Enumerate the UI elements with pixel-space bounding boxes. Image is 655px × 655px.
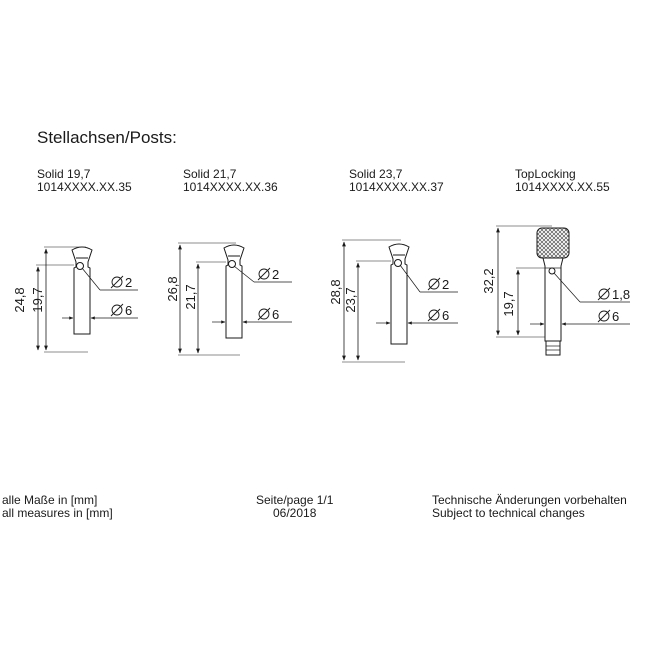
post-body (543, 258, 563, 341)
dim-hole-text: 2 (125, 275, 133, 290)
dim-total-text: 32,2 (481, 268, 496, 294)
dim-diameter-text: 6 (272, 307, 280, 322)
post-code: 1014XXXX.XX.35 (37, 180, 132, 194)
diameter-symbol-icon (428, 309, 440, 321)
units-en: all measures in [mm] (2, 505, 113, 520)
dim-total-text: 24,8 (12, 287, 27, 313)
dim-hole-text: 2 (442, 277, 450, 292)
post-name: TopLocking (515, 167, 576, 181)
diameter-symbol-icon (111, 304, 123, 316)
diameter-symbol-icon (598, 288, 610, 300)
post-code: 1014XXXX.XX.37 (349, 180, 444, 194)
knurled-head (537, 228, 569, 258)
changes-de: Technische Änderungen vorbehalten (432, 493, 627, 507)
post-drawing-toplocking (496, 226, 630, 355)
post-name: Solid 19,7 (37, 167, 91, 181)
dim-shaft-text: 21,7 (183, 284, 198, 310)
dim-shaft-text: 23,7 (343, 287, 358, 313)
dim-hole-text: 1,8 (612, 287, 631, 302)
post-body (224, 245, 244, 338)
diameter-symbol-icon (111, 276, 123, 288)
post-code: 1014XXXX.XX.55 (515, 180, 610, 194)
post-body (72, 247, 92, 334)
changes-en: Subject to technical changes (432, 505, 585, 520)
dim-shaft-text: 19,7 (501, 291, 516, 317)
post-name: Solid 21,7 (183, 167, 237, 181)
diameter-symbol-icon (428, 278, 440, 290)
post-code: 1014XXXX.XX.36 (183, 180, 278, 194)
diameter-symbol-icon (258, 268, 270, 280)
diameter-symbol-icon (258, 308, 270, 320)
page-number: Seite/page 1/1 (256, 493, 334, 507)
dim-total-text: 28,8 (328, 279, 343, 305)
diameter-symbol-icon (598, 310, 610, 322)
post-name: Solid 23,7 (349, 167, 403, 181)
footer-disclaimer (432, 494, 627, 519)
dim-shaft-text: 19,7 (30, 287, 45, 313)
footer-units (2, 494, 113, 519)
post-tip (546, 341, 560, 355)
dim-diameter-text: 6 (125, 303, 133, 318)
dim-diameter-text: 6 (612, 309, 620, 324)
post-drawing-solid-23-7 (342, 240, 458, 362)
date: 06/2018 (273, 505, 317, 520)
footer-page (256, 494, 333, 519)
post-drawing-solid-19-7 (36, 247, 138, 352)
dim-diameter-text: 6 (442, 308, 450, 323)
dim-total-text: 26,8 (165, 276, 180, 302)
dim-hole-text: 2 (272, 267, 280, 282)
page-title: Stellachsen/Posts: (37, 128, 177, 147)
units-de: alle Maße in [mm] (2, 493, 98, 507)
post-body (389, 244, 409, 344)
